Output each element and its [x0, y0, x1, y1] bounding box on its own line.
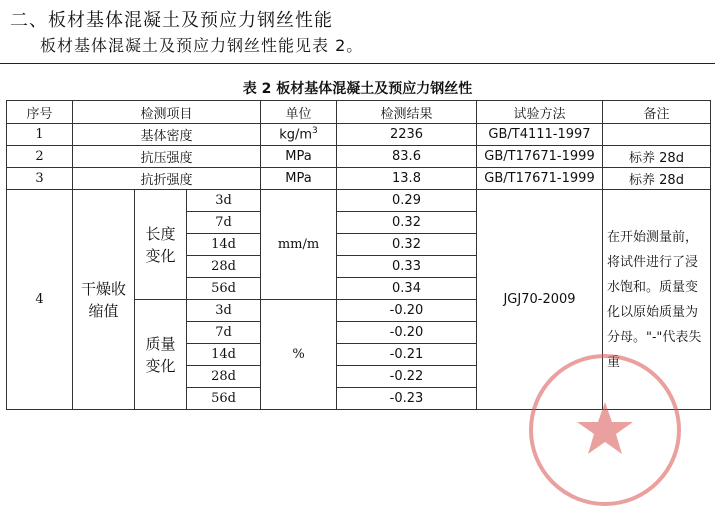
- age-cell: 14d: [187, 234, 261, 256]
- value-cell: 0.32: [337, 212, 477, 234]
- col-remark: 备注: [603, 101, 711, 124]
- age-cell: 3d: [187, 190, 261, 212]
- age-cell: 56d: [187, 388, 261, 410]
- length-label-cell: [135, 190, 187, 300]
- col-unit: 单位: [261, 101, 337, 124]
- seq-cell: 2: [7, 146, 73, 168]
- value-cell: -0.23: [337, 388, 477, 410]
- remark-note-cell: 在开始测量前，将试件进行了浸水饱和。质量变化以原始质量为分母。"-"代表失重: [603, 190, 711, 410]
- unit-text: kg/m: [279, 127, 313, 143]
- col-method: 试验方法: [477, 101, 603, 124]
- divider: [0, 63, 715, 64]
- section-intro: 板材基体混凝土及预应力钢丝性能见表 2。: [40, 36, 364, 55]
- unit-cell: MPa: [261, 168, 337, 190]
- age-cell: 7d: [187, 212, 261, 234]
- length-label: 长度变化: [145, 224, 176, 265]
- unit-cell: [261, 124, 337, 146]
- item-text: 干燥收缩值: [80, 279, 126, 320]
- age-cell: 56d: [187, 278, 261, 300]
- item-cell: 基体密度: [73, 124, 261, 146]
- value-cell: -0.21: [337, 344, 477, 366]
- mass-unit-cell: %: [261, 300, 337, 410]
- value-cell: -0.20: [337, 322, 477, 344]
- seq-cell: 4: [7, 190, 73, 410]
- properties-table-body: [6, 100, 711, 410]
- method-cell: JGJ70-2009: [477, 190, 603, 410]
- section-heading: 二、板材基体混凝土及预应力钢丝性能: [10, 10, 333, 31]
- value-cell: 0.32: [337, 234, 477, 256]
- result-cell: 2236: [337, 124, 477, 146]
- age-cell: 3d: [187, 300, 261, 322]
- table-row: [7, 124, 711, 146]
- method-cell: GB/T4111-1997: [477, 124, 603, 146]
- length-unit-cell: mm/m: [261, 190, 337, 300]
- unit-superscript: 3: [312, 126, 318, 137]
- method-cell: GB/T17671-1999: [477, 168, 603, 190]
- unit-cell: MPa: [261, 146, 337, 168]
- result-cell: 83.6: [337, 146, 477, 168]
- table-row: [7, 146, 711, 168]
- table-row: [7, 168, 711, 190]
- value-cell: -0.20: [337, 300, 477, 322]
- seq-cell: 1: [7, 124, 73, 146]
- item-cell: [73, 190, 135, 410]
- value-cell: 0.29: [337, 190, 477, 212]
- remark-cell: [603, 124, 711, 146]
- result-cell: 13.8: [337, 168, 477, 190]
- age-cell: 28d: [187, 256, 261, 278]
- value-cell: -0.22: [337, 366, 477, 388]
- age-cell: 28d: [187, 366, 261, 388]
- value-cell: 0.33: [337, 256, 477, 278]
- mass-label: 质量变化: [145, 334, 176, 375]
- seq-cell: 3: [7, 168, 73, 190]
- col-seq: 序号: [7, 101, 73, 124]
- mass-label-cell: [135, 300, 187, 410]
- age-cell: 7d: [187, 322, 261, 344]
- header-row: [7, 101, 711, 124]
- item-cell: 抗折强度: [73, 168, 261, 190]
- value-cell: 0.34: [337, 278, 477, 300]
- method-cell: GB/T17671-1999: [477, 146, 603, 168]
- remark-cell: 标养 28d: [603, 146, 711, 168]
- table-row: [7, 190, 711, 212]
- item-cell: 抗压强度: [73, 146, 261, 168]
- col-result: 检测结果: [337, 101, 477, 124]
- remark-cell: 标养 28d: [603, 168, 711, 190]
- age-cell: 14d: [187, 344, 261, 366]
- col-item: 检测项目: [73, 101, 261, 124]
- table-caption: 表 2 板材基体混凝土及预应力钢丝性: [242, 81, 473, 97]
